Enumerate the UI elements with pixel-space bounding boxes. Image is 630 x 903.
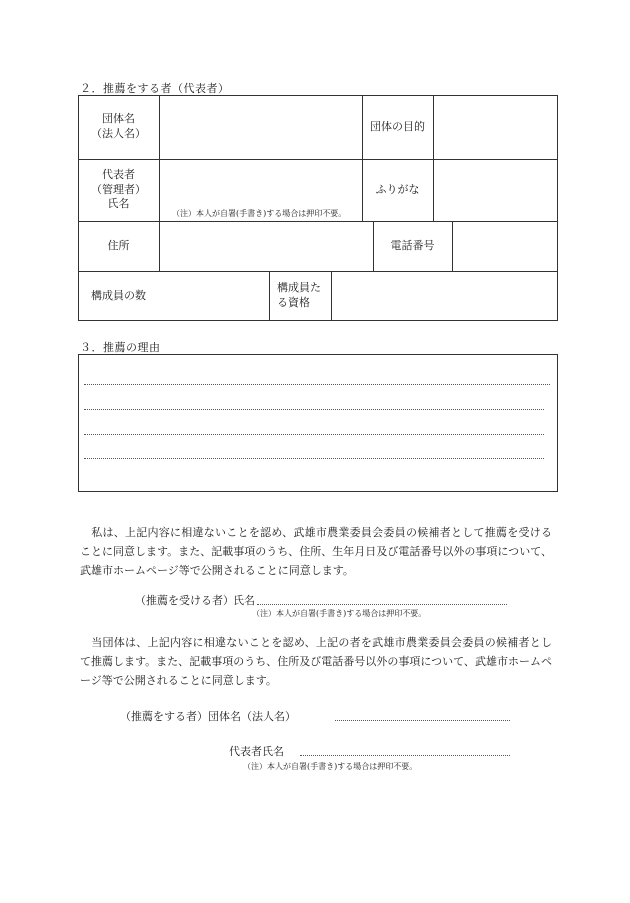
members-count-field[interactable] xyxy=(160,272,269,321)
nominee-seal-note: （注）本人が自署(手書き)する場合は押印不要。 xyxy=(252,609,427,618)
members-count-label: 構成員の数 xyxy=(91,288,146,302)
furigana-label: ふりがな xyxy=(375,182,420,196)
recommender-rep-line[interactable] xyxy=(300,755,510,756)
address-field[interactable] xyxy=(160,222,373,271)
org-name-field[interactable] xyxy=(160,96,362,159)
phone-label: 電話番号 xyxy=(390,238,435,252)
address-label: 住所 xyxy=(107,238,130,252)
section2-heading: ２．推薦をする者（代表者） xyxy=(80,82,230,95)
phone-field[interactable] xyxy=(453,222,557,271)
nominee-name-line[interactable] xyxy=(257,604,507,605)
nominee-name-label: 氏名 xyxy=(233,594,255,607)
members-qualification-field[interactable] xyxy=(332,272,557,321)
recommender-org-line[interactable] xyxy=(335,720,510,721)
org-name-label: 団体名 （法人名） xyxy=(91,112,146,140)
recommender-rep-label: 代表者氏名 xyxy=(229,745,284,758)
nominee-role-label: （推薦を受ける者） xyxy=(135,594,234,607)
recommender-org-label: （推薦をする者）団体名（法人名） xyxy=(120,710,296,723)
members-qualification-label: 構成員た る資格 xyxy=(277,281,321,309)
consent-organization-text: 当団体は、上記内容に相違ないことを認め、上記の者を武雄市農業委員会委員の候補者として推薦します。また、記載事項のうち、住所及び電話番号以外の事項について、武雄市ホームページ等で公開されることに同意します。 xyxy=(80,636,552,687)
seal-note: （注）本人が自署(手書き)する場合は押印不要。 xyxy=(172,209,347,218)
consent-nominee-text: 私は、上記内容に相違ないことを認め、武雄市農業委員会委員の候補者として推薦を受けることに同意します。また、記載事項のうち、住所、生年月日及び電話番号以外の事項について、武雄市ホームページ等で公開されることに同意します。 xyxy=(80,526,552,577)
representative-name-label: 代表者 （管理者） 氏名 xyxy=(91,167,146,211)
furigana-field[interactable] xyxy=(434,160,557,221)
section3-heading: ３．推薦の理由 xyxy=(80,341,161,354)
org-purpose-label: 団体の目的 xyxy=(370,119,425,133)
recommender-seal-note: （注）本人が自署(手書き)する場合は押印不要。 xyxy=(243,762,418,771)
org-purpose-field[interactable] xyxy=(434,96,557,159)
